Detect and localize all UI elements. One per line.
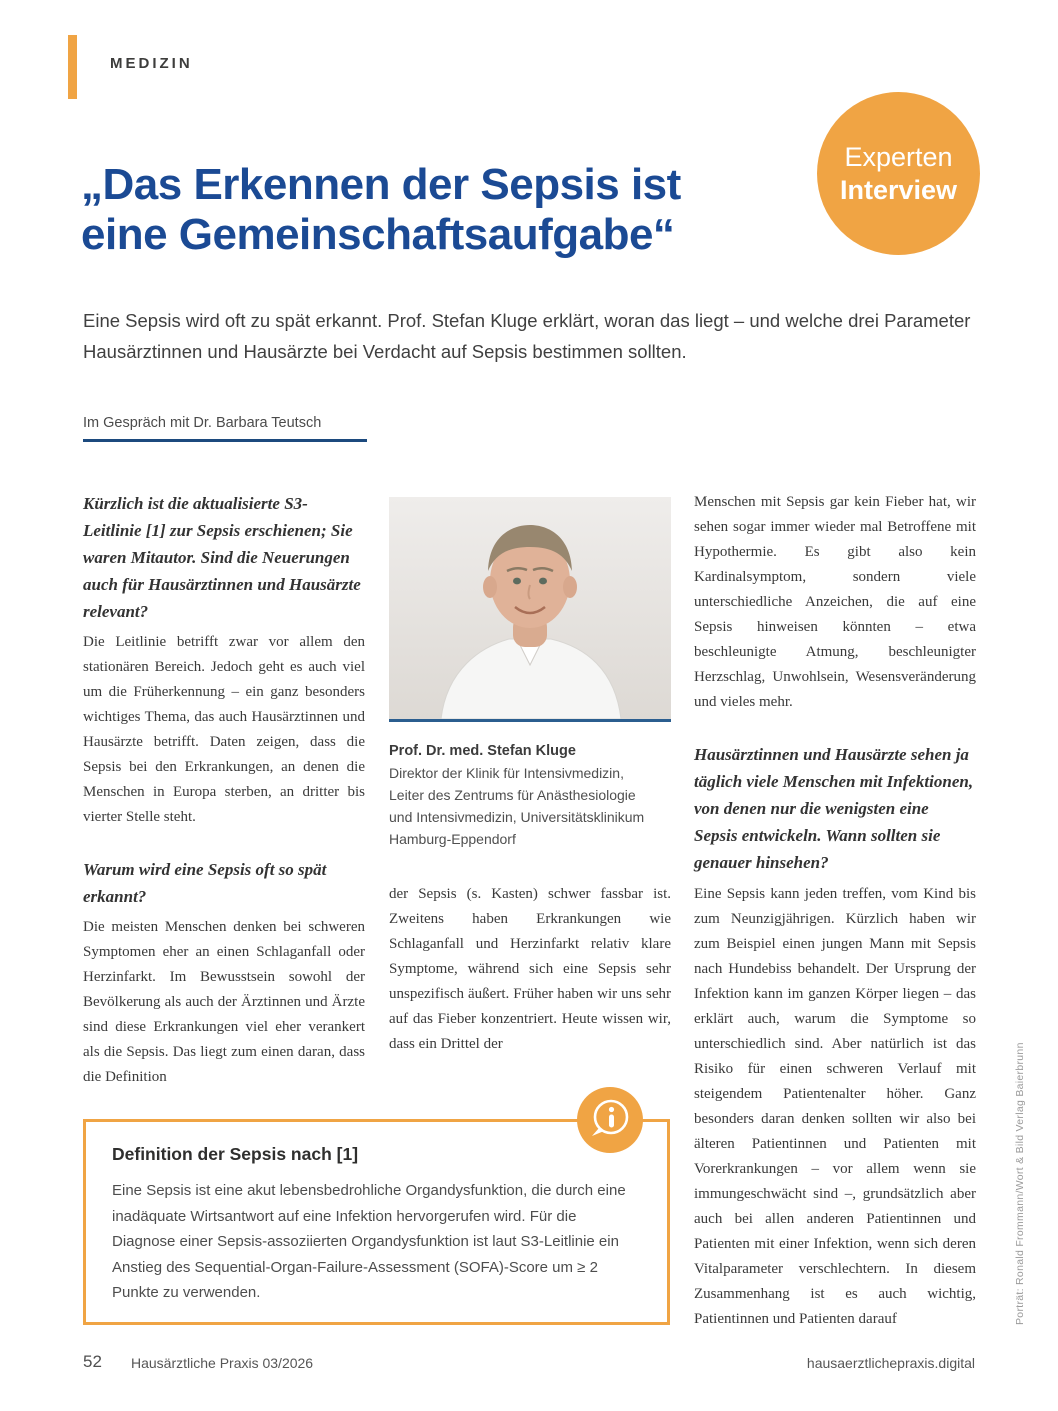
definition-box-title: Definition der Sepsis nach [1] (112, 1144, 359, 1164)
lede-paragraph: Eine Sepsis wird oft zu spät erkannt. Prof. Stefan Kluge erklärt, woran das liegt – und welche drei Parameter Hausärztinnen und Hausärzte bei Verdacht auf Sepsis bestimmen sollten. (83, 310, 971, 362)
byline: Im Gespräch mit Dr. Barbara Teutsch (83, 415, 322, 431)
expert-interview-badge (817, 92, 980, 255)
interview-question-3: Hausärztinnen und Hausärzte sehen ja täglich viele Menschen mit Infektionen, von denen nur die wenigsten eine Sepsis entwickeln. Wann sollten sie genauer hinsehen? (694, 745, 974, 872)
article-title-line1: „Das Erkennen der Sepsis ist (81, 160, 681, 209)
info-speech-bubble-icon (577, 1087, 643, 1153)
page-number: 52 (83, 1352, 102, 1371)
column3-paragraph-2: Eine Sepsis kann jeden treffen, vom Kind bis zum Neunzigjährigen. Kürzlich haben wir zum Beispiel einen jungen Mann mit Sepsis nach Hundebiss behandelt. Der Ursprung der Infektion kann im ganzen Körper liegen – das erklärt auch, warum die Symptome so unterschiedlich sind. Aber natürlich ist das Risiko für einen schweren Verlauf mit steigendem Patientenalter höher. Ganz besonders daran denken sollten wir also bei älteren Patientinnen und Patienten mit Vorerkrankungen – vor allem wenn sie immungeschwächt sind –, grundsätzlich aber auch bei allen anderen Patientinnen und Patienten mit einer Infektion, wenn sich deren Vitalparameter verschlechtern. In diesem Zusammenhang ist es auch wichtig, Patientinnen und Patienten darauf (694, 886, 976, 1327)
interview-question-1: Kürzlich ist die aktualisierte S3-Leitlinie [1] zur Sepsis erschienen; Sie waren Mitautor. Sind die Neuerungen auch für Hausärztinnen und Hausärzte relevant? (83, 494, 361, 621)
column3-paragraph-1: Menschen mit Sepsis gar kein Fieber hat, wir sehen sogar immer wieder mal Betroffene mit Hypothermie. Es gibt also kein Kardinalsymptom, sondern viele unterschiedliche Anzeichen, die auf eine Sepsis hinweisen könnten – etwa beschleunigte Atmung, beschleunigter Herzschlag, Unwohlsein, Wesensveränderung und vieles mehr. (694, 494, 976, 710)
badge-line1: Experten (844, 141, 953, 172)
journal-name: Hausärztliche Praxis 03/2026 (131, 1355, 314, 1371)
text-column-3 (694, 490, 976, 1332)
interview-answer-1: Die Leitlinie betrifft zwar vor allem den stationären Bereich. Jedoch geht es auch viel um die Früherkennung – ein ganz besonders wichtiges Thema, das auch Hausärztinnen und Hausärzte betrifft. Daten zeigen, dass die Sepsis bei den Erkrankungen, an denen die Menschen in Europa sterben, an dritter bis vierter Stelle steht. (83, 634, 365, 825)
text-column-2 (389, 497, 671, 1057)
interview-answer-2: Die meisten Menschen denken bei schweren Symptomen eher an einen Schlaganfall oder Herzinfarkt. Im Bewusstsein sowohl der Bevölkerung als auch der Ärztinnen und Ärzte sind diese Erkrankungen viel eher verankert als die Sepsis. Das liegt zum einen daran, dass die Definition (83, 919, 365, 1085)
badge-line2: Interview (839, 174, 958, 205)
section-accent-bar (68, 35, 77, 99)
byline-rule (83, 439, 367, 442)
definition-box-body: Eine Sepsis ist eine akut lebensbedrohliche Organdysfunktion, die durch eine inadäquate Wirtsantwort auf eine Infektion hervorgerufen wird. Für die Diagnose einer Sepsis-assoziierten Organdysfunktion ist laut S3-Leitlinie ein Anstieg des Sequential-Organ-Failure-Assessment (SOFA)-Score um ≥ 2 Punkte zu verwenden. (112, 1182, 626, 1301)
photo-credit: Porträt: Ronald Frommann/Wort & Bild Verlag Baierbrunn (1014, 1042, 1026, 1325)
column2-paragraph: der Sepsis (s. Kasten) schwer fassbar ist. Zweitens haben Erkrankungen wie Schlaganfall und Herzinfarkt relativ klare Symptome, während sich eine Sepsis sehr unspezifisch äußert. Früher haben wir uns sehr auf das Fieber konzentriert. Heute wissen wir, dass ein Drittel der (389, 886, 671, 1052)
photo-caption-name: Prof. Dr. med. Stefan Kluge (389, 743, 576, 759)
portrait-photo-image (389, 497, 671, 719)
photo-caption-text: Direktor der Klinik für Intensivmedizin, Leiter des Zentrums für Anästhesiologie und Intensivmedizin, Universitätsklinikum Hamburg-Eppendorf (389, 765, 645, 847)
interview-question-2: Warum wird eine Sepsis oft so spät erkannt? (83, 860, 327, 906)
journal-website: hausaerztlichepraxis.digital (806, 1355, 975, 1371)
portrait-photo (389, 497, 671, 722)
section-label: MEDIZIN (110, 55, 193, 72)
text-column-1 (83, 490, 365, 1090)
article-title (81, 160, 821, 260)
article-title-line2: eine Gemeinschaftsaufgabe“ (81, 210, 675, 259)
